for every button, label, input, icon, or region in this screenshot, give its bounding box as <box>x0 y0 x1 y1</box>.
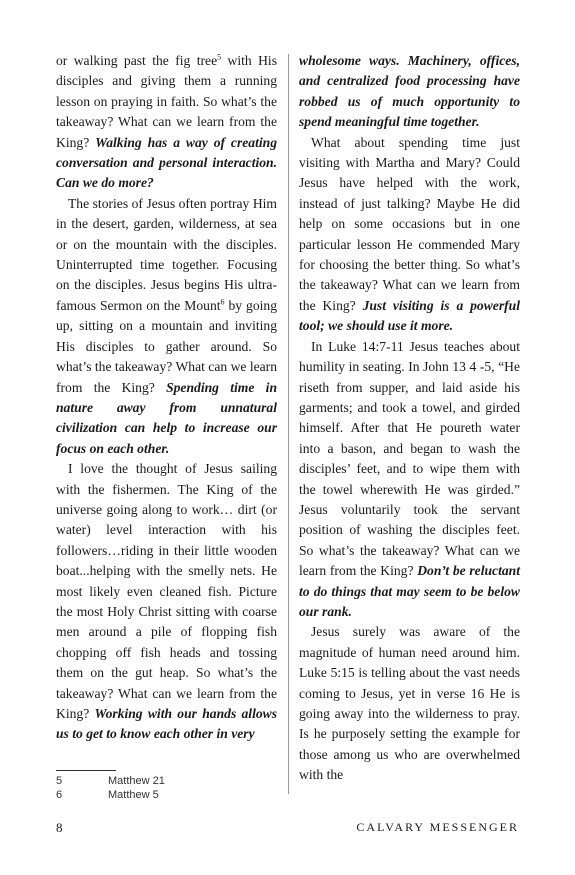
body-text: In Luke 14:7-11 Jesus teaches about humility in seating. In John 13 4 -5, “He riseth from supper, and laid aside his garments; and took a towel, and girded himself. After that He poureth water into a bason, and began to wash the disciples’ feet, and to wipe them with the towel wherewith He was girded.” Jesus voluntarily took the servant position of washing the disciples feet. So what’s the takeaway? What can we learn from the King? <box>299 338 520 579</box>
body-text: I love the thought of Jesus sailing with the fishermen. The King of the universe going along to work… dirt (or water) level interaction with his followers…riding in their little wooden boat...helping with the smelly nets. He most likely even cleaned fish. Picture the most Holy Christ sitting with coarse men around a pile of flopping fish chopping off fish heads and tossing them on the gut heap. So what’s the takeaway? What can we learn from the King? <box>56 461 277 721</box>
footnote-text: Matthew 5 <box>108 789 159 801</box>
page-number: 8 <box>56 820 63 835</box>
body-text: with His disciples and giving them a running lesson on praying in faith. So what’s the takeaway? What can we learn from the King? <box>56 53 277 150</box>
body-text: or walking past the fig tree <box>56 53 218 68</box>
body-text: What about spending time just visiting with Martha and Mary? Could Jesus have helped with the work, instead of just talking? Maybe He did help on some occasions but in one particular lesson He commended Mary for choosing the better thing. So what’s the takeaway? What can we learn from the King? <box>299 134 520 313</box>
takeaway-text: Don’t be reluctant to do things that may seem to be below our rank. <box>299 563 520 619</box>
paragraph <box>56 459 277 745</box>
paragraph <box>299 133 520 337</box>
footnote-ref[interactable]: 5 <box>217 52 222 62</box>
takeaway-text: wholesome ways. Machinery, offices, and centralized food processing have robbed us of much opportunity to spend meaningful time together. <box>299 53 520 130</box>
paragraph <box>299 337 520 623</box>
body-text: Jesus surely was aware of the magnitude of human need around him. Luke 5:15 is telling about the vast needs coming to Jesus, yet in verse 16 He is going away into the wilderness to pray. Is he purposely setting the example for those among us who are overwhelmed with the <box>299 624 520 783</box>
paragraph <box>56 51 277 194</box>
takeaway-text: Just visiting is a powerful tool; we should use it more. <box>299 297 520 334</box>
paragraph <box>56 194 277 459</box>
right-column <box>299 51 520 786</box>
takeaway-text: Spending time in nature away from unnatural civilization can help to increase our focus on each other. <box>56 379 277 456</box>
footnote <box>56 788 256 802</box>
footnote-ref[interactable]: 6 <box>220 297 225 307</box>
paragraph <box>299 622 520 785</box>
left-column <box>56 51 277 745</box>
footnotes <box>56 774 256 802</box>
footnote-number: 6 <box>56 789 63 801</box>
footnote <box>56 774 256 788</box>
body-text: The stories of Jesus often portray Him in the desert, garden, wilderness, at sea or on the mountain with the disciples. Uninterrupted time together. Focusing on the disciples. Jesus begins His ultra-famous Sermon on the Mount <box>56 195 277 313</box>
running-head: CALVARY MESSENGER <box>356 820 519 834</box>
takeaway-text: Working with our hands allows us to get to know each other in very <box>56 706 278 742</box>
body-text: by going up, sitting on a mountain and inviting His disciples to gather around. So what’s the takeaway? What can we learn from the King? <box>56 297 277 395</box>
column-divider <box>288 54 289 794</box>
paragraph <box>299 51 520 133</box>
takeaway-text: Walking has a way of creating conversation and personal interaction. Can we do more? <box>56 134 277 191</box>
footnote-text: Matthew 21 <box>108 775 165 787</box>
footnote-rule <box>56 770 116 771</box>
footnote-number: 5 <box>56 775 63 787</box>
